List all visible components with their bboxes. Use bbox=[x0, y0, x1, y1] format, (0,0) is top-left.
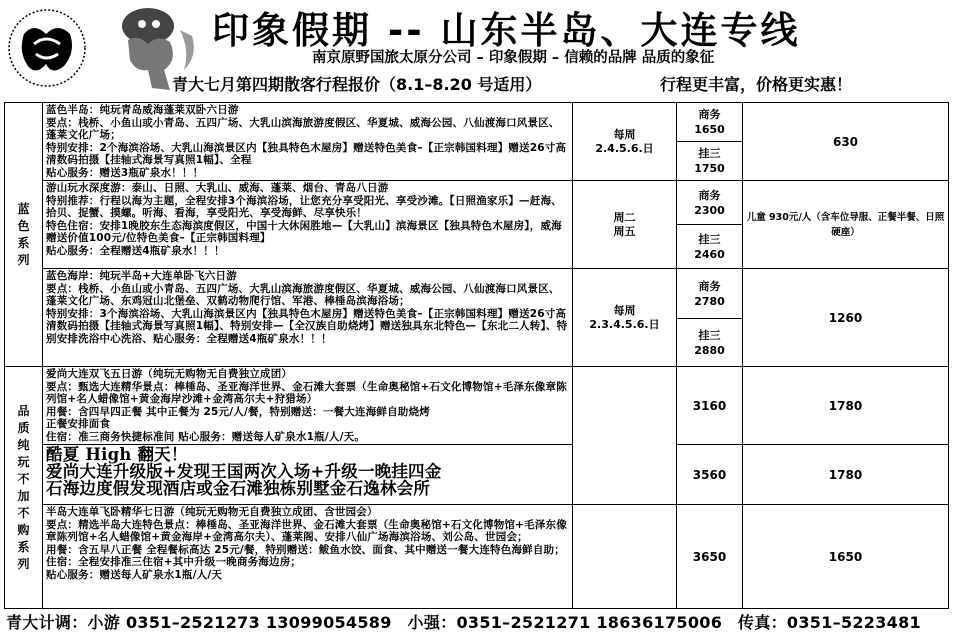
price-business: 商务 2300 bbox=[677, 181, 743, 225]
itinerary-desc: 蓝色海岸：纯玩半岛+大连单卧飞六日游 要点：栈桥、小鱼山或小青岛、五四广场、大乳山滨海旅游度假区、华夏城、威海公园、八仙渡海口风景区、蓬莱文化广场、东鸡冠山北堡垒、双鹤动物爬行馆、军港、棒棰岛滨海浴场； 特别安排：3个海滨浴场、大乳山海滨景区内【独具特色木屋房】赠送特色美食–【正宗韩国料理】赠送26寸高清数码拍摄【挂轴式海景写真照1幅】、特别安排—【全汉族自助烧烤】赠送独具东北特色—【东北二人转】、特别安排洗浴中心洗浴、贴心服务：全程赠送4瓶矿泉水！！！ bbox=[43, 269, 573, 367]
table-row bbox=[5, 445, 949, 505]
final-price: 1650 bbox=[743, 505, 949, 609]
final-price: 1260 bbox=[743, 269, 949, 367]
departure-days: 每周 2.4.5.6.日 bbox=[573, 103, 677, 181]
price-main: 3560 bbox=[677, 445, 743, 505]
final-price: 1780 bbox=[743, 445, 949, 505]
company-subtitle: 南京原野国旅太原分公司 – 印象假期 – 信赖的品牌 品质的象征 bbox=[312, 50, 715, 66]
price-business: 商务 2780 bbox=[677, 269, 743, 319]
departure-days bbox=[573, 367, 677, 505]
price-hotel: 挂三 2880 bbox=[677, 319, 743, 367]
qingdao-expo-logo bbox=[6, 4, 88, 92]
contact-footer bbox=[6, 610, 931, 633]
table-row bbox=[5, 367, 949, 445]
child-price-note: 儿童 930元/人（含车位导服、正餐半餐、日照硬座） bbox=[743, 181, 949, 269]
price-table bbox=[4, 102, 949, 609]
itinerary-desc: 蓝色半岛：纯玩青岛威海蓬莱双卧六日游 要点：栈桥、小鱼山或小青岛、五四广场、大乳山滨海旅游度假区、华夏城、威海公园、八仙渡海口风景区、蓬莱文化广场； 特别安排：2个海滨浴场、大乳山海滨景区内【独具特色木屋房】赠送特色美食–【正宗韩国料理】赠送26寸高清数码拍摄【挂轴式海景写真照1幅】、全程 贴心服务：赠送3瓶矿泉水！！！ bbox=[43, 103, 573, 181]
itinerary-desc: 半岛大连单飞卧精华七日游（纯玩无购物无自费独立成团、含世园会） 要点：精选半岛大连特色景点：棒棰岛、圣亚海洋世界、金石滩大套票（生命奥秘馆+石文化博物馆+毛泽东像章陈列馆+名人蜡像馆+黄金海岸+金湾高尔夫）、蓬莱阁、安排八仙广场海滨浴场、刘公岛、世园会； 用餐：含五早八正餐 全程餐标高达 25元/餐，特别赠送：鲅鱼水饺、面食、其中赠送一餐大连特色海鲜自助； 住宿：全程安排准三住宿+其中升级一晚商务海边房； 贴心服务：赠送每人矿泉水1瓶/人/天 bbox=[43, 505, 573, 609]
price-hotel: 挂三 2460 bbox=[677, 225, 743, 269]
page-title: 印象假期 -- 山东半岛、大连专线 bbox=[212, 9, 801, 52]
table-row bbox=[5, 269, 949, 319]
section-label-quality: 品 质 纯 玩 不 加 不 购 系 列 bbox=[5, 367, 43, 609]
schedule-line: 青大七月第四期散客行程报价（8.1–8.20 号适用） bbox=[172, 75, 542, 94]
price-main: 3160 bbox=[677, 367, 743, 445]
slogan: 行程更丰富，价格更实惠！ bbox=[660, 75, 853, 94]
price-business: 商务 1650 bbox=[677, 103, 743, 142]
table-row bbox=[5, 505, 949, 609]
departure-days: 周二 周五 bbox=[573, 181, 677, 269]
table-row bbox=[5, 181, 949, 225]
contact-fax: 传真：0351–5223481 bbox=[738, 613, 921, 632]
price-main: 3650 bbox=[677, 505, 743, 609]
price-hotel: 挂三 1750 bbox=[677, 142, 743, 181]
itinerary-desc-highlight: 酷夏 High 翻天！ 爱尚大连升级版+发现王国两次入场+升级一晚挂四金 石海边度假发现酒店或金石滩独栋别墅金石逸林会所 bbox=[43, 445, 573, 505]
section-label-blue: 蓝 色 系 列 bbox=[5, 103, 43, 367]
final-price: 1780 bbox=[743, 367, 949, 445]
contact-xiaoqiang: 小强：0351–2521271 18636175006 bbox=[407, 613, 723, 632]
itinerary-desc: 游山玩水深度游：泰山、日照、大乳山、威海、蓬莱、烟台、青岛八日游 特别推荐：行程以海为主题，全程安排3个海滨浴场，让您充分享受阳光、享受沙滩。【日照渔家乐】—赶海、拾贝、捉蟹、摸螺。听海、看海，享受阳光、享受海鲜、尽享快乐！ 特色住宿：安排1晚胶东生态海滨度假区，中国十大休闲胜地—【大乳山】滨海景区【独具特色木屋房】，威海赠送价值100元/位特色美食–【正宗韩国料理】 贴心服务：全程赠送4瓶矿泉水！！！ bbox=[43, 181, 573, 269]
final-price: 630 bbox=[743, 103, 949, 181]
contact-planner: 青大计调：小游 0351–2521273 13099054589 bbox=[6, 613, 392, 632]
departure-days: 每周 2.3.4.5.6.日 bbox=[573, 269, 677, 367]
departure-days bbox=[573, 505, 677, 609]
table-row bbox=[5, 103, 949, 142]
itinerary-desc: 爱尚大连双飞五日游（纯玩无购物无自费独立成团） 要点：甄选大连精华景点：棒棰岛、圣亚海洋世界、金石滩大套票（生命奥秘馆+石文化博物馆+毛泽东像章陈列馆+名人蜡像馆+黄金海岸沙滩+金湾高尔夫+狩猎场） 用餐：含四早四正餐 其中正餐为 25元/人/餐，特别赠送：一餐大连海鲜自助烧烤 正餐安排面食 住宿：准三商务快捷标准间 贴心服务：赠送每人矿泉水1瓶/人/天。 bbox=[43, 367, 573, 445]
